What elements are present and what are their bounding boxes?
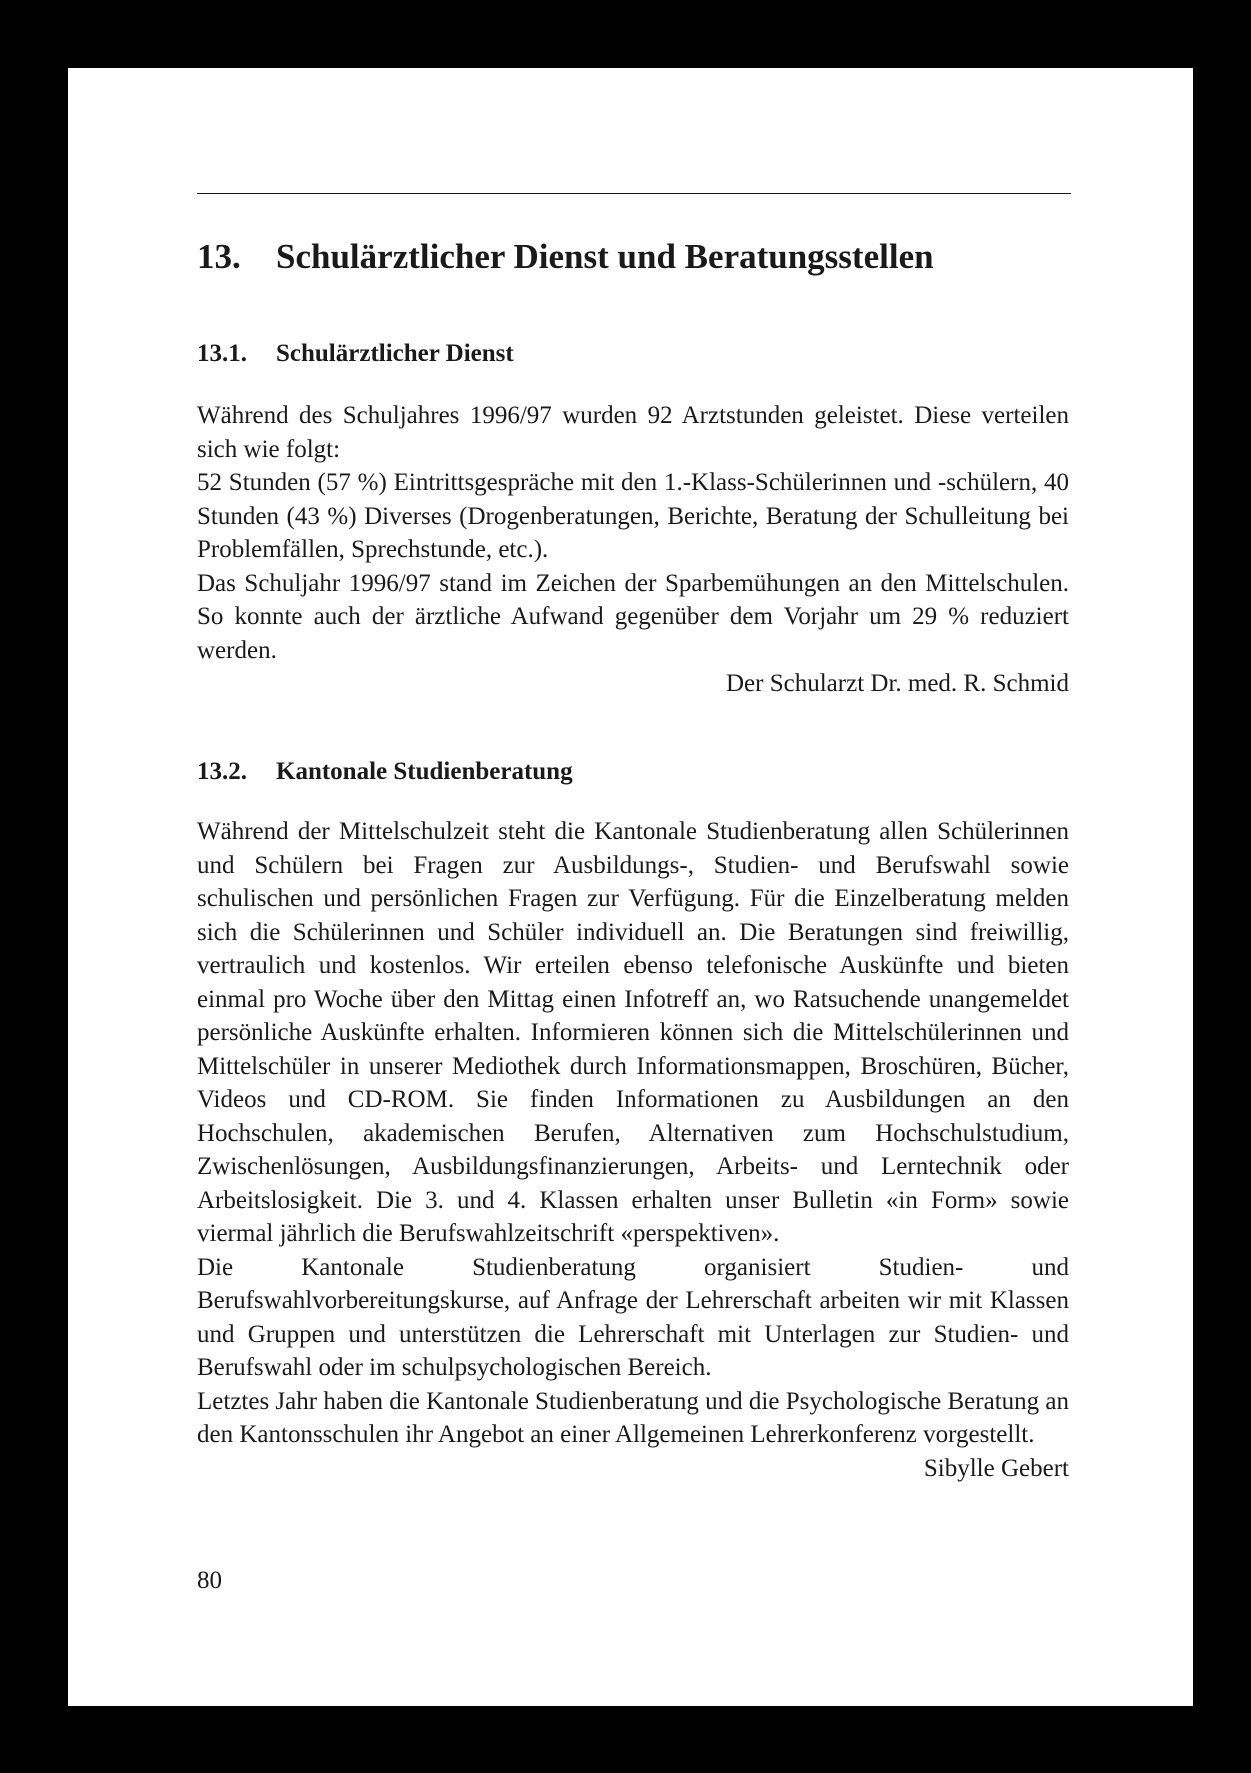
paragraph: Während der Mittelschulzeit steht die Kantonale Studienberatung allen Schülerinnen und Schülern bei Fragen zur Ausbildungs-, Studien- und Berufswahl sowie schulischen und persönlichen Fragen zur Verfügung. Für die Einzelberatung melden sich die Schülerinnen und Schüler individuell an. Die Beratungen sind freiwillig, vertraulich und kostenlos. Wir erteilen ebenso telefonische Auskünfte und bieten einmal pro Woche über den Mittag einen Infotreff an, wo Ratsuchende unangemeldet persönliche Auskünfte erhalten. Informieren können sich die Mittelschülerinnen und Mittelschüler in unserer Mediothek durch Informationsmappen, Broschüren, Bücher, Videos und CD-ROM. Sie finden Informationen zu Ausbildungen an den Hochschulen, akademischen Berufen, Alternativen zum Hochschulstudium, Zwischenlösungen, Ausbildungsfinanzierungen, Arbeits- und Lerntechnik oder Arbeitslosigkeit. Die 3. und 4. Klassen erhalten unser Bulletin «in Form» sowie viermal jährlich die Berufswahlzeitschrift «perspektiven». — [197, 818, 1069, 1247]
section-title-text: Schulärztlicher Dienst — [276, 340, 514, 367]
section-body-schularztlicher-dienst — [197, 399, 1069, 701]
paragraph: 52 Stunden (57 %) Eintrittsgespräche mit den 1.-Klass-Schülerinnen und -schülern, 40 Stunden (43 %) Diverses (Drogenberatungen, Berichte, Beratung der Schulleitung bei Problemfällen, Sprechstunde, etc.). — [197, 469, 1069, 563]
paragraph: Die Kantonale Studienberatung organisiert Studien- und Berufswahlvorbereitungskurse, auf Anfrage der Lehrerschaft arbeiten wir mit Klassen und Gruppen und unterstützen die Lehrerschaft mit Unterlagen zur Studien- und Berufswahl oder im schulpsychologischen Bereich. — [197, 1253, 1069, 1381]
chapter-title-text: Schulärztlicher Dienst und Beratungsstellen — [276, 237, 934, 276]
paragraph: Das Schuljahr 1996/97 stand im Zeichen der Sparbemühungen an den Mittelschulen. So konnte auch der ärztliche Aufwand gegenüber dem Vorjahr um 29 % reduziert werden. — [197, 569, 1069, 664]
document-page — [68, 68, 1193, 1706]
chapter-number: 13. — [197, 237, 241, 276]
signature: Sibylle Gebert — [923, 1454, 1069, 1482]
section-title-text: Kantonale Studienberatung — [276, 758, 573, 785]
section-title-kantonale-studienberatung — [197, 756, 573, 788]
section-number: 13.1. — [197, 340, 247, 367]
paragraph: Während des Schuljahres 1996/97 wurden 92 Arztstunden geleistet. Diese verteilen sich wie folgt: — [197, 402, 1069, 463]
page-number: 80 — [197, 1567, 222, 1594]
signature: Der Schularzt Dr. med. R. Schmid — [726, 670, 1069, 697]
chapter-title — [197, 235, 934, 279]
section-number: 13.2. — [197, 758, 247, 785]
section-body-kantonale-studienberatung — [197, 815, 1069, 1485]
header-rule — [197, 193, 1071, 194]
section-title-schularztlicher-dienst — [197, 338, 514, 370]
paragraph: Letztes Jahr haben die Kantonale Studienberatung und die Psychologische Beratung an den Kantonsschulen ihr Angebot an einer Allgemeinen Lehrerkonferenz vorgestellt. — [197, 1387, 1069, 1448]
